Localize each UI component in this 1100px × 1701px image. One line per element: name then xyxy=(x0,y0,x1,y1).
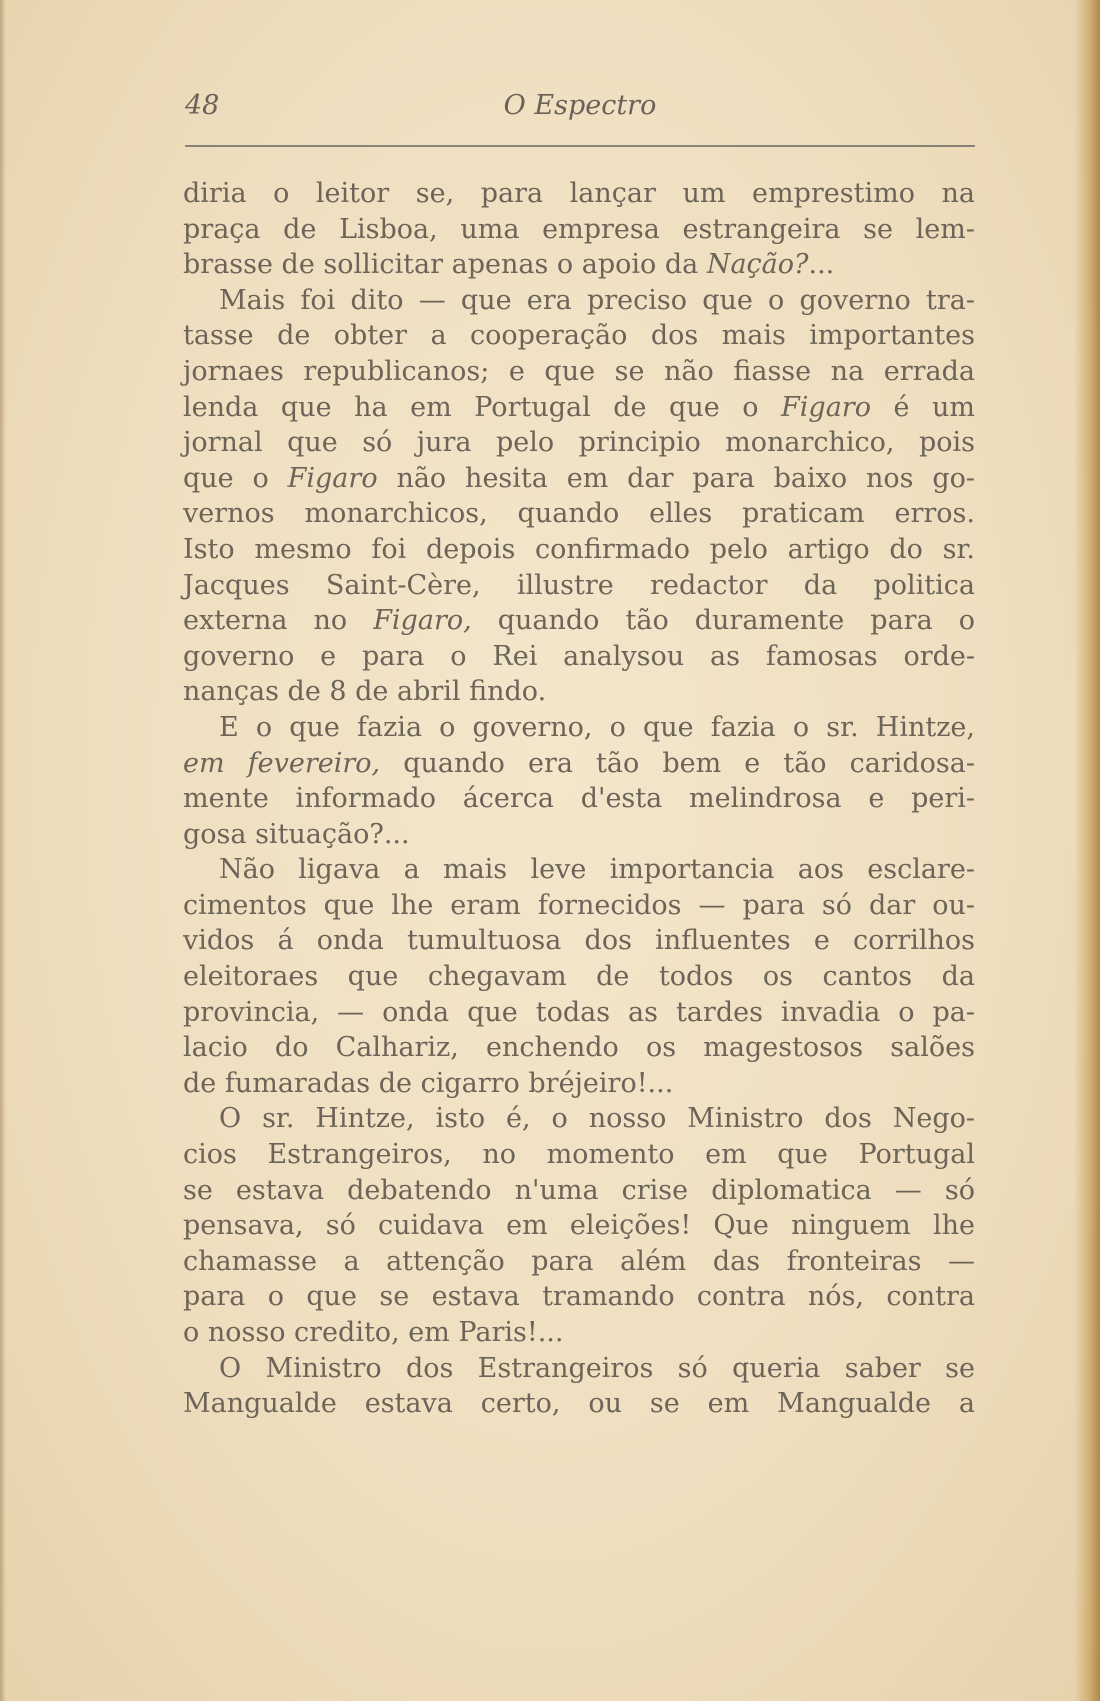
text-segment: o nosso credito, em Paris!... xyxy=(183,1317,564,1348)
text-segment: quando era tão bem e tão caridosa- xyxy=(380,747,975,779)
text-segment: O sr. Hintze, isto é, o nosso Ministro dos Nego- xyxy=(219,1103,975,1135)
text-line xyxy=(183,425,975,461)
page-left-edge xyxy=(0,0,6,1701)
text-line xyxy=(183,674,975,710)
text-segment: lenda que ha em Portugal de que o xyxy=(183,391,782,423)
text-segment: E o que fazia o governo, o que fazia o sr. Hintze, xyxy=(219,711,975,743)
text-line xyxy=(183,1173,975,1209)
text-segment: eleitoraes que chegavam de todos os cantos da xyxy=(183,961,975,993)
text-line xyxy=(183,1351,975,1387)
text-line xyxy=(183,532,975,568)
text-line xyxy=(183,212,975,248)
text-segment: que o xyxy=(183,462,288,494)
italic-text: Nação? xyxy=(706,249,809,281)
text-segment: Jacques Saint-Cère, illustre redactor da politica xyxy=(183,569,975,601)
text-segment: Mangualde estava certo, ou se em Mangualde a xyxy=(183,1388,975,1420)
text-segment: ... xyxy=(808,249,835,281)
italic-text: Figaro xyxy=(781,391,871,423)
text-line xyxy=(183,1244,975,1280)
text-line xyxy=(183,710,975,746)
text-segment: pensava, só cuidava em eleições! Que ninguem lhe xyxy=(183,1210,975,1242)
text-segment: brasse de sollicitar apenas o apoio da xyxy=(183,249,707,281)
text-segment: tasse de obter a cooperação dos mais importantes xyxy=(183,320,975,352)
text-line xyxy=(183,746,975,782)
text-line xyxy=(183,568,975,604)
text-line xyxy=(183,1066,975,1102)
text-line xyxy=(183,995,975,1031)
text-segment: O Ministro dos Estrangeiros só queria saber se xyxy=(219,1352,975,1384)
text-segment: lacio do Calhariz, enchendo os magestosos salões xyxy=(183,1032,975,1064)
text-line xyxy=(183,639,975,675)
text-line xyxy=(183,1030,975,1066)
text-segment: praça de Lisboa, uma empresa estrangeira se lem- xyxy=(183,213,975,245)
page-header xyxy=(185,90,975,130)
text-line xyxy=(183,781,975,817)
page-number: 48 xyxy=(185,90,220,121)
text-segment: mente informado ácerca d'esta melindrosa e peri- xyxy=(183,783,975,815)
text-segment: vidos á onda tumultuosa dos influentes e corrilhos xyxy=(183,925,975,957)
text-line xyxy=(183,603,975,639)
page-right-edge-stain xyxy=(1074,0,1100,1701)
text-line xyxy=(183,1386,975,1422)
text-line xyxy=(183,1101,975,1137)
text-segment: nanças de 8 de abril findo. xyxy=(183,676,547,708)
italic-text: Figaro, xyxy=(373,605,472,637)
text-segment: jornaes republicanos; e que se não fiasse na errada xyxy=(183,355,975,387)
text-segment: jornal que só jura pelo principio monarchico, pois xyxy=(183,427,975,459)
text-segment: Não ligava a mais leve importancia aos esclare- xyxy=(219,854,975,886)
text-line xyxy=(183,959,975,995)
text-line xyxy=(183,817,975,853)
text-line xyxy=(183,176,975,212)
text-segment: vernos monarchicos, quando elles praticam erros. xyxy=(183,498,975,530)
text-line xyxy=(183,923,975,959)
text-segment: diria o leitor se, para lançar um emprestimo na xyxy=(183,178,975,209)
text-line xyxy=(183,318,975,354)
text-line xyxy=(183,247,975,283)
text-line xyxy=(183,1279,975,1315)
text-line xyxy=(183,1315,975,1351)
text-segment: cios Estrangeiros, no momento em que Portugal xyxy=(183,1139,975,1171)
italic-text: em fevereiro, xyxy=(183,747,381,779)
text-line xyxy=(183,283,975,319)
text-segment: Isto mesmo foi depois confirmado pelo artigo do sr. xyxy=(183,533,975,565)
text-line xyxy=(183,390,975,426)
text-segment: se estava debatendo n'uma crise diplomatica — só xyxy=(183,1174,975,1206)
text-line xyxy=(183,852,975,888)
text-segment: externa no xyxy=(183,605,374,637)
text-line xyxy=(183,461,975,497)
text-line xyxy=(183,496,975,532)
text-segment: chamasse a attenção para além das fronteiras — xyxy=(183,1245,975,1277)
text-segment: Mais foi dito — que era preciso que o governo tra- xyxy=(219,284,975,316)
text-line xyxy=(183,354,975,390)
text-segment: provincia, — onda que todas as tardes invadia o pa- xyxy=(183,996,975,1028)
text-segment: para o que se estava tramando contra nós, contra xyxy=(183,1281,975,1313)
text-line xyxy=(183,1208,975,1244)
header-rule xyxy=(185,145,975,147)
body-text xyxy=(183,176,975,1422)
italic-text: Figaro xyxy=(287,462,378,494)
text-segment: de fumaradas de cigarro bréjeiro!... xyxy=(183,1067,674,1099)
text-segment: cimentos que lhe eram fornecidos — para só dar ou- xyxy=(183,889,975,921)
text-line xyxy=(183,888,975,924)
text-segment: não hesita em dar para baixo nos go- xyxy=(377,462,976,494)
text-segment: quando tão duramente para o xyxy=(471,605,975,637)
text-line xyxy=(183,1137,975,1173)
text-segment: governo e para o Rei analysou as famosas orde- xyxy=(183,640,975,672)
text-segment: é um xyxy=(870,391,976,423)
text-segment: gosa situação?... xyxy=(183,818,410,850)
running-title: O Espectro xyxy=(503,90,657,121)
